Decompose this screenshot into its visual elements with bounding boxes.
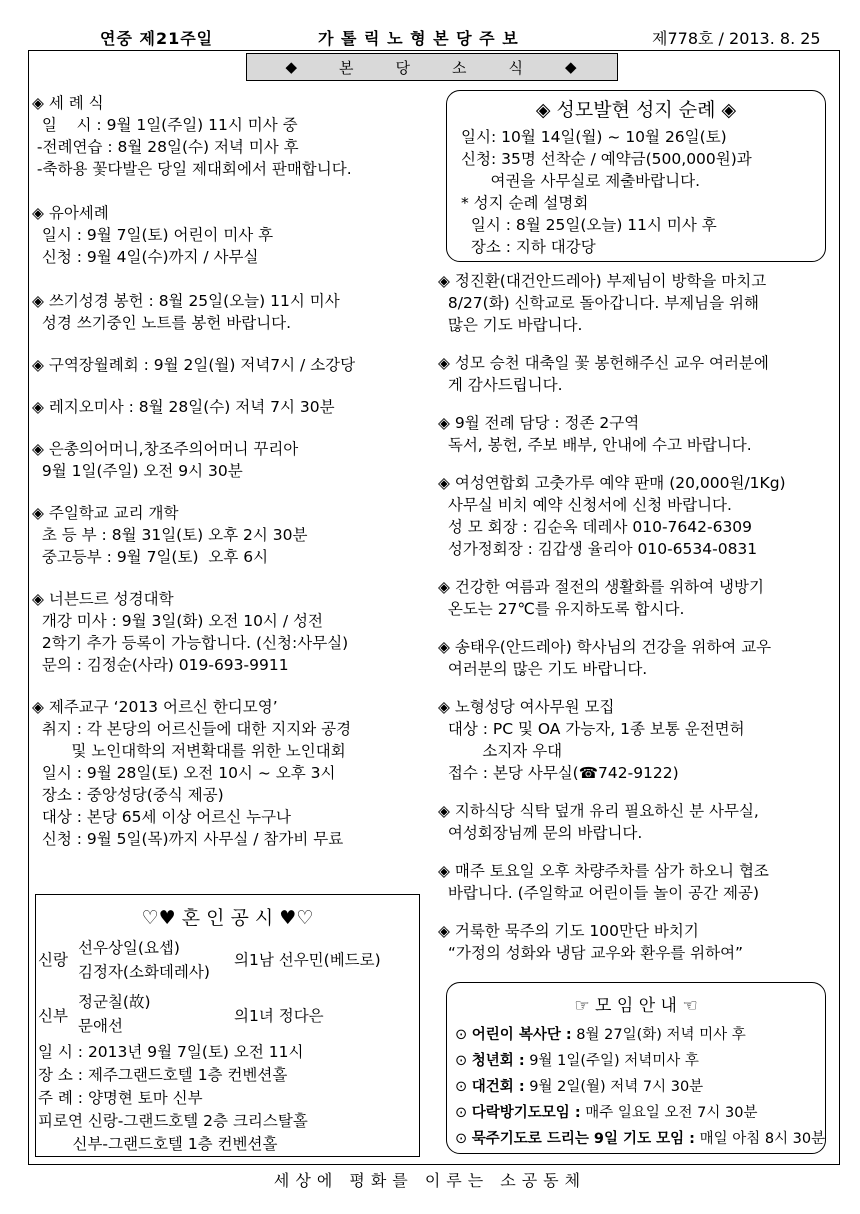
pilgrimage-line: 여권을 사무실로 제출바랍니다. xyxy=(461,172,700,190)
notice-heading: ◈ 여성연합회 고춧가루 예약 판매 (20,000원/1Kg) xyxy=(438,474,786,492)
notice-heading: ◈ 세 례 식 xyxy=(32,94,104,112)
notice-line: 일시 : 9월 7일(토) 어린이 미사 후 xyxy=(32,226,274,244)
meeting-detail: 8월 27일(화) 저녁 미사 후 xyxy=(571,1027,746,1043)
groom-father: 선우상일(요셉) xyxy=(78,939,180,957)
pilgrimage-line: 일시 : 8월 25일(오늘) 11시 미사 후 xyxy=(461,216,717,234)
notice-line: 여러분의 많은 기도 바랍니다. xyxy=(438,660,648,678)
notice-line: “가정의 성화와 냉담 교우와 환우를 위하여” xyxy=(438,944,744,962)
notice-line: 및 노인대학의 저변확대를 위한 노인대회 xyxy=(32,742,346,760)
wedding-detail-line: 피로연 신랑-그랜드호텔 2층 크리스탈홀 xyxy=(38,1112,308,1130)
notice-line: 게 감사드립니다. xyxy=(438,376,563,394)
issue-number: 제778호 / 2013. 8. 25 xyxy=(652,29,821,48)
notice-line: 초 등 부 : 8월 31일(토) 오후 2시 30분 xyxy=(32,526,308,544)
notice-line: 독서, 봉헌, 주보 배부, 안내에 수고 바랍니다. xyxy=(438,436,752,454)
circle-dot-icon: ⊙ xyxy=(455,1131,472,1147)
circle-dot-icon: ⊙ xyxy=(455,1079,472,1095)
notice-line: 일시 : 9월 28일(토) 오전 10시 ~ 오후 3시 xyxy=(32,764,336,782)
notice-elderly-festival xyxy=(32,696,432,850)
notice-sunday-school xyxy=(32,502,432,568)
notice-heading: ◈ 건강한 여름과 절전의 생활화를 위하여 냉방기 xyxy=(438,578,764,596)
groom-label: 신랑 xyxy=(38,951,68,969)
notice-line: 8/27(화) 신학교로 돌아갑니다. 부제님을 위해 xyxy=(438,294,759,312)
notice-line: 소지자 우대 xyxy=(438,742,563,760)
notice-curia xyxy=(32,438,432,482)
notice-heading: ◈ 구역장월례회 : 9월 2일(월) 저녁7시 / 소강당 xyxy=(32,356,356,374)
notice-line: -축하용 꽃다발은 당일 제대회에서 판매합니다. xyxy=(32,160,352,178)
notice-line: 사무실 비치 예약 신청서에 신청 바랍니다. xyxy=(438,496,732,514)
bride-mother: 문애선 xyxy=(78,1017,123,1035)
notice-line: 성경 쓰기중인 노트를 봉헌 바랍니다. xyxy=(32,314,292,332)
wedding-detail-line: 신부-그랜드호텔 1층 컨벤션홀 xyxy=(38,1135,278,1153)
notice-line: 대상 : 본당 65세 이상 어르신 누구나 xyxy=(32,808,292,826)
notice-line: 신청 : 9월 5일(목)까지 사무실 / 참가비 무료 xyxy=(32,830,344,848)
meeting-item xyxy=(455,1048,825,1074)
notice-line: 일 시 : 9월 1일(주일) 11시 미사 중 xyxy=(32,116,298,134)
banner-char: 본 xyxy=(339,58,356,77)
left-column xyxy=(32,92,432,850)
notice-heading: ◈ 레지오미사 : 8월 28일(수) 저녁 7시 30분 xyxy=(32,398,335,416)
pilgrimage-line: * 성지 순례 설명회 xyxy=(461,194,589,212)
meeting-item xyxy=(455,1126,825,1152)
notice-line: 9월 1일(주일) 오전 9시 30분 xyxy=(32,462,243,480)
notice-line: 온도는 27℃를 유지하도록 합시다. xyxy=(438,600,685,618)
meeting-item xyxy=(455,1074,825,1100)
meeting-detail: 매일 아침 8시 30분 xyxy=(694,1131,826,1147)
pilgrimage-details xyxy=(461,126,825,258)
notice-infant-baptism xyxy=(32,202,432,268)
notice-line: 문의 : 김정순(사라) 019-693-9911 xyxy=(32,656,289,674)
notice-assumption-flowers xyxy=(438,352,838,396)
notice-prayer xyxy=(438,920,838,964)
bride-name: 의1녀 정다은 xyxy=(234,1007,324,1025)
pilgrimage-box xyxy=(446,90,826,262)
diamond-icon: ◆ xyxy=(285,58,299,76)
meeting-name: 어린이 복사단 : xyxy=(471,1027,572,1043)
meeting-name: 대건회 : xyxy=(471,1079,525,1095)
notice-glass-needed xyxy=(438,800,838,844)
groom-name: 의1남 선우민(베드로) xyxy=(234,951,381,969)
notice-heading: ◈ 쓰기성경 봉헌 : 8월 25일(오늘) 11시 미사 xyxy=(32,292,340,310)
notice-heading: ◈ 성모 승천 대축일 꽃 봉헌해주신 교우 여러분에 xyxy=(438,354,769,372)
wedding-details xyxy=(38,1041,308,1156)
bride-father: 정군칠(故) xyxy=(78,993,151,1011)
wedding-detail-line: 일 시 : 2013년 9월 7일(토) 오전 11시 xyxy=(38,1043,304,1061)
wedding-detail-line: 주 례 : 양명현 토마 신부 xyxy=(38,1089,203,1107)
paper-name: 가 톨 릭 노 형 본 당 주 보 xyxy=(318,29,519,48)
groom-mother: 김정자(소화데레사) xyxy=(78,963,210,981)
notice-deacon xyxy=(438,270,838,336)
meeting-item xyxy=(455,1100,825,1126)
week-label: 연중 제21주일 xyxy=(100,29,214,48)
notice-heading: ◈ 노형성당 여사무원 모집 xyxy=(438,698,615,716)
notice-heading: ◈ 9월 전례 담당 : 정존 2구역 xyxy=(438,414,640,432)
notice-heading: ◈ 유아세례 xyxy=(32,204,109,222)
notice-pepper-sale xyxy=(438,472,838,560)
banner-char: 소 xyxy=(452,58,469,77)
notice-line: 2학기 추가 등록이 가능합니다. (신청:사무실) xyxy=(32,634,349,652)
notice-line: 대상 : PC 및 OA 가능자, 1종 보통 운전면허 xyxy=(438,720,745,738)
circle-dot-icon: ⊙ xyxy=(455,1027,472,1043)
diamond-icon: ◆ xyxy=(565,58,579,76)
notice-heading: ◈ 너븐드르 성경대학 xyxy=(32,590,174,608)
notice-line: 여성회장님께 문의 바랍니다. xyxy=(438,824,643,842)
notice-line: 접수 : 본당 사무실(☎742-9122) xyxy=(438,764,679,782)
notice-line: -전례연습 : 8월 28일(수) 저녁 미사 후 xyxy=(32,138,299,156)
notice-office-staff xyxy=(438,696,838,784)
notice-heading: ◈ 은총의어머니,창조주의어머니 꾸리아 xyxy=(32,440,299,458)
notice-district-meeting xyxy=(32,354,432,376)
notice-heading: ◈ 거룩한 묵주의 기도 100만단 바치기 xyxy=(438,922,699,940)
notice-energy-saving xyxy=(438,576,838,620)
meetings-list xyxy=(455,1022,825,1152)
notice-heading: ◈ 지하식당 식탁 덮개 유리 필요하신 분 사무실, xyxy=(438,802,759,820)
pilgrimage-line: 신청: 35명 선착순 / 예약금(500,000원)과 xyxy=(461,150,752,168)
notice-line: 성 모 회장 : 김순옥 데레사 010-7642-6309 xyxy=(438,518,753,536)
notice-baptism-ceremony xyxy=(32,92,432,180)
meeting-item xyxy=(455,1022,825,1048)
notice-line: 취지 : 각 본당의 어르신들에 대한 지지와 공경 xyxy=(32,720,352,738)
section-banner xyxy=(246,53,618,81)
pilgrimage-line: 일시: 10월 14일(월) ~ 10월 26일(토) xyxy=(461,128,727,146)
circle-dot-icon: ⊙ xyxy=(455,1105,472,1121)
right-column xyxy=(438,270,838,964)
notice-heading: ◈ 주일학교 교리 개학 xyxy=(32,504,179,522)
meeting-name: 다락방기도모임 : xyxy=(471,1105,581,1121)
notice-heading: ◈ 매주 토요일 오후 차량주차를 삼가 하오니 협조 xyxy=(438,862,769,880)
notice-line: 장소 : 중앙성당(중식 제공) xyxy=(32,786,224,804)
wedding-announcement-box xyxy=(35,894,420,1157)
meeting-name: 청년회 : xyxy=(471,1053,525,1069)
notice-line: 바랍니다. (주일학교 어린이들 놀이 공간 제공) xyxy=(438,884,760,902)
notice-line: 중고등부 : 9월 7일(토) 오후 6시 xyxy=(32,548,269,566)
pilgrimage-line: 장소 : 지하 대강당 xyxy=(461,238,596,256)
circle-dot-icon: ⊙ xyxy=(455,1053,472,1069)
notice-parking xyxy=(438,860,838,904)
notice-legio-mass xyxy=(32,396,432,418)
banner-char: 식 xyxy=(508,58,525,77)
wedding-detail-line: 장 소 : 제주그랜드호텔 1층 컨벤션홀 xyxy=(38,1066,288,1084)
meeting-detail: 매주 일요일 오전 7시 30분 xyxy=(580,1105,758,1121)
meetings-title: ☞ 모 임 안 내 ☜ xyxy=(574,996,698,1016)
notice-bible-writing xyxy=(32,290,432,334)
notice-heading: ◈ 정진환(대건안드레아) 부제님이 방학을 마치고 xyxy=(438,272,767,290)
meeting-detail: 9월 2일(월) 저녁 7시 30분 xyxy=(524,1079,704,1095)
bride-label: 신부 xyxy=(38,1007,68,1025)
notice-bible-college xyxy=(32,588,432,676)
wedding-title: ♡♥ 혼 인 공 시 ♥♡ xyxy=(141,907,314,929)
meeting-name: 묵주기도로 드리는 9일 기도 모임 : xyxy=(471,1131,695,1147)
meetings-box xyxy=(446,982,826,1154)
page-footer: 세상에 평화를 이루는 소공동체 xyxy=(273,1171,587,1190)
notice-heading: ◈ 송태우(안드레아) 학사님의 건강을 위하여 교우 xyxy=(438,638,772,656)
notice-line: 신청 : 9월 4일(수)까지 / 사무실 xyxy=(32,248,259,266)
notice-line: 성가정회장 : 김갑생 율리아 010-6534-0831 xyxy=(438,540,758,558)
meeting-detail: 9월 1일(주일) 저녁미사 후 xyxy=(524,1053,699,1069)
notice-seminarian xyxy=(438,636,838,680)
notice-line: 많은 기도 바랍니다. xyxy=(438,316,583,334)
notice-line: 개강 미사 : 9월 3일(화) 오전 10시 / 성전 xyxy=(32,612,323,630)
banner-char: 당 xyxy=(395,58,412,77)
notice-heading: ◈ 제주교구 ‘2013 어르신 한디모영’ xyxy=(32,698,278,716)
notice-liturgy-duty xyxy=(438,412,838,456)
pilgrimage-title: ◈ 성모발현 성지 순례 ◈ xyxy=(535,99,737,121)
